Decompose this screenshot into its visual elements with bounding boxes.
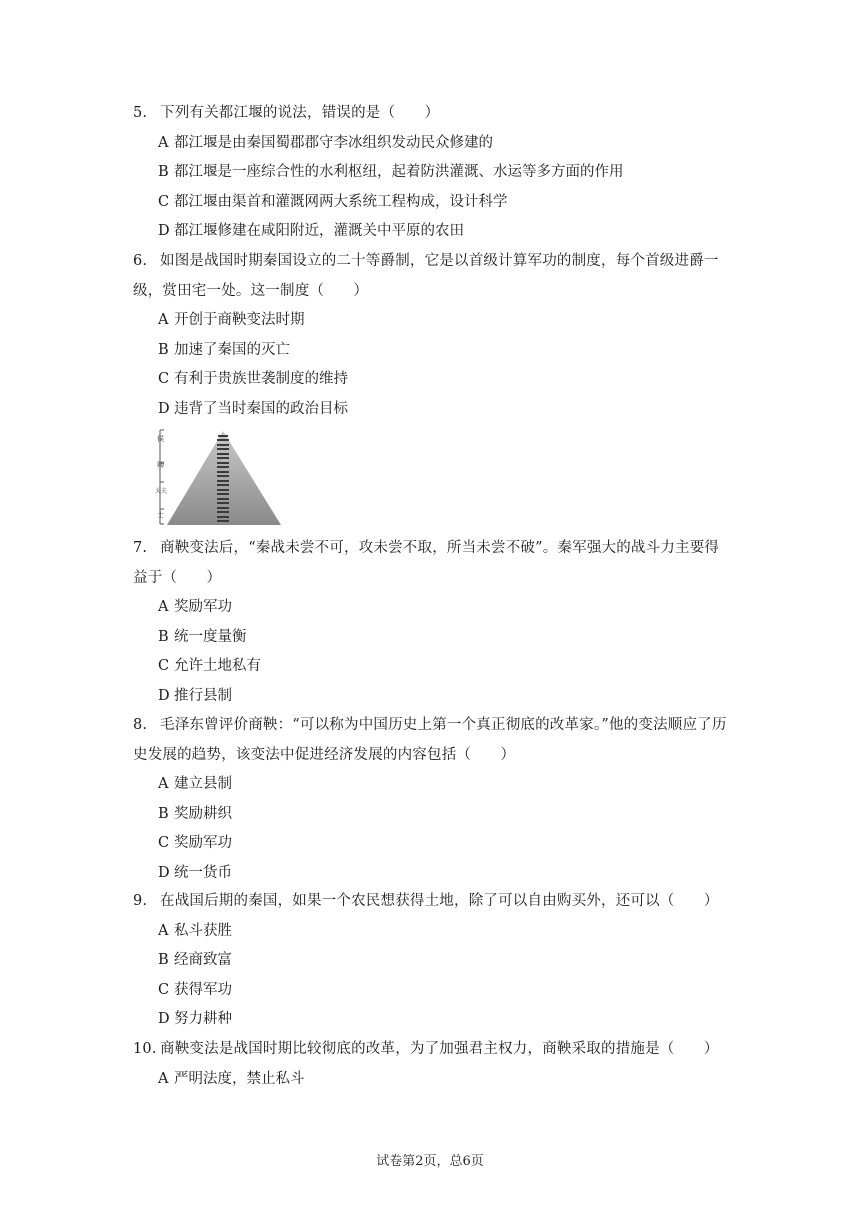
option-c [0,188,860,218]
option-d [0,395,860,425]
option-letter: B [158,628,169,645]
option-letter: D [158,1011,170,1027]
option-d [0,682,860,712]
option-letter: A [158,776,169,792]
option-b [0,623,860,653]
side-label: 侯 [157,435,164,443]
pyramid-image [155,427,283,527]
question-5 [0,99,860,247]
option-b [0,336,860,366]
option-d [0,859,860,889]
option-a [0,1065,860,1095]
option-letter: A [158,922,169,939]
page-footer: 试卷第2页，总6页 [376,1154,484,1169]
question-number: 9. [133,893,148,909]
option-letter: A [158,599,169,615]
question-8 [0,711,860,888]
question-number: 10. [133,1041,157,1057]
option-letter: A [158,134,169,151]
option-letter: A [158,1070,169,1087]
option-a [0,770,860,800]
question-stem: 下列有关都江堰的说法，错误的是（ ） [160,105,440,121]
question-number: 6. [133,253,148,269]
side-label: 卿 [157,461,164,469]
option-text: 获得军功 [174,981,232,998]
option-d [0,217,860,247]
question-stem: 在战国后期的秦国，如果一个农民想获得土地，除了可以自由购买外，还可以（ ） [160,893,719,909]
question-number: 7. [133,540,148,556]
option-letter: D [158,223,170,239]
option-text: 私斗获胜 [174,922,232,939]
option-b [0,158,860,188]
option-text: 统一度量衡 [174,628,247,645]
question-9 [0,887,860,1035]
option-letter: B [158,341,169,358]
option-a [0,129,860,159]
option-text: 都江堰修建在咸阳附近，灌溉关中平原的农田 [174,223,464,239]
question-number: 8. [133,717,148,733]
option-text: 统一货币 [174,864,232,881]
option-c [0,829,860,859]
option-text: 都江堰是由秦国蜀郡郡守李冰组织发动民众修建的 [174,134,493,151]
question-stem: 如图是战国时期秦国设立的二十等爵制，它是以首级计算军功的制度，每个首级进爵一级，赏田宅一处。这一制度（ ） [133,253,719,299]
option-text: 建立县制 [174,776,232,792]
question-stem: 商鞅变法后，“秦战未尝不可，攻未尝不取，所当未尝不破”。秦军强大的战斗力主要得益于（ ） [133,540,720,586]
option-b [0,800,860,830]
option-text: 奖励军功 [174,599,232,615]
option-text: 奖励军功 [174,835,232,851]
option-text: 努力耕种 [174,1011,232,1027]
question-stem: 毛泽东曾评价商鞅：“可以称为中国历史上第一个真正彻底的改革家。”他的变法顺应了历史发展的趋势，该变法中促进经济发展的内容包括（ ） [133,717,727,763]
option-a [0,593,860,623]
option-text: 都江堰是一座综合性的水利枢纽，起着防洪灌溉、水运等多方面的作用 [174,164,624,180]
question-10 [0,1035,860,1094]
side-label: 士 [157,511,164,519]
option-letter: D [158,864,170,881]
question-6 [0,247,860,424]
option-text: 严明法度，禁止私斗 [174,1070,305,1087]
option-text: 经商致富 [174,952,232,968]
option-b [0,946,860,976]
option-letter: B [158,164,169,180]
option-c [0,652,860,682]
option-letter: C [158,981,170,998]
option-c [0,976,860,1006]
nobility-rank-pyramid-figure [155,427,283,527]
option-letter: B [158,952,169,968]
option-letter: D [158,400,170,417]
question-stem: 商鞅变法是战国时期比较彻底的改革，为了加强君主权力，商鞅采取的措施是（ ） [160,1041,719,1057]
option-letter: B [158,805,169,822]
option-text: 有利于贵族世袭制度的维持 [174,371,348,387]
question-7 [0,534,860,711]
option-a [0,917,860,947]
option-text: 允许土地私有 [174,658,261,674]
option-text: 推行县制 [174,687,232,704]
option-a [0,306,860,336]
option-text: 违背了当时秦国的政治目标 [174,400,348,417]
option-text: 都江堰由渠首和灌溉网两大系统工程构成，设计科学 [174,193,508,210]
option-letter: A [158,312,169,328]
option-c [0,365,860,395]
option-letter: C [158,835,170,851]
option-text: 开创于商鞅变法时期 [174,312,305,328]
option-letter: C [158,371,170,387]
option-letter: C [158,193,170,210]
option-d [0,1005,860,1035]
option-text: 奖励耕织 [174,805,232,822]
option-text: 加速了秦国的灭亡 [174,341,290,358]
option-letter: D [158,687,170,704]
option-letter: C [158,658,170,674]
side-label: 大夫 [155,488,168,495]
question-number: 5. [133,105,148,121]
